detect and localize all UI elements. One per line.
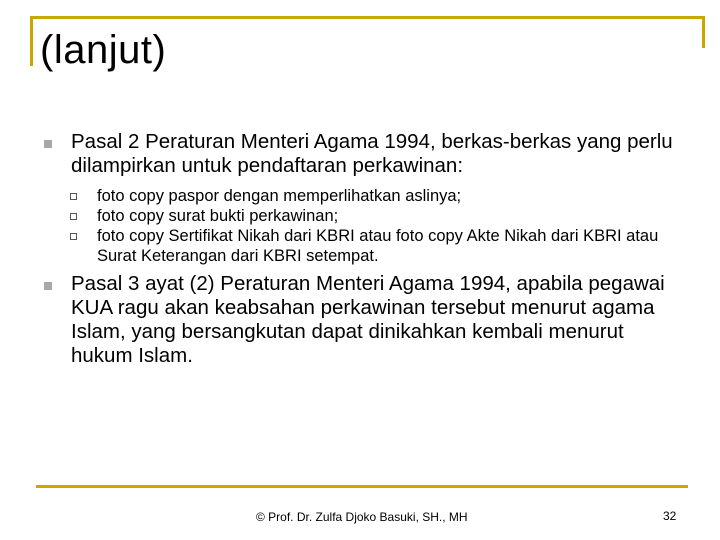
- sub-list: [44, 186, 684, 266]
- sub-item-surat-bukti: [44, 206, 684, 226]
- hollow-square-bullet-icon: [70, 213, 77, 220]
- slide-title: (lanjut): [40, 28, 167, 72]
- hollow-square-bullet-icon: [70, 193, 77, 200]
- page-number: 32: [663, 509, 677, 523]
- sub-item-sertifikat: [44, 226, 684, 266]
- frame-top-rule: [30, 16, 705, 19]
- slide-content: [44, 130, 684, 368]
- sub-item-text: foto copy Sertifikat Nikah dari KBRI atau foto copy Akte Nikah dari KBRI atau Surat Keterangan dari KBRI setempat.: [97, 227, 659, 265]
- sub-item-text: foto copy surat bukti perkawinan;: [97, 207, 339, 225]
- frame-right-rule: [702, 16, 705, 48]
- bullet-text: Pasal 3 ayat (2) Peraturan Menteri Agama 1994, apabila pegawai KUA ragu akan keabsahan perkawinan tersebut menurut agama Islam, yang bersangkutan dapat dinikahkan kembali menurut hukum Islam.: [71, 272, 665, 367]
- sub-item-paspor: [44, 186, 684, 206]
- frame-left-rule: [30, 16, 33, 66]
- square-bullet-icon: [44, 282, 52, 290]
- footer-rule: [36, 485, 688, 488]
- footer-copyright: © Prof. Dr. Zulfa Djoko Basuki, SH., MH: [256, 510, 468, 524]
- square-bullet-icon: [44, 140, 52, 148]
- bullet-item-pasal-2: [44, 130, 684, 178]
- sub-item-text: foto copy paspor dengan memperlihatkan aslinya;: [97, 187, 462, 205]
- bullet-item-pasal-3: [44, 272, 684, 368]
- bullet-text: Pasal 2 Peraturan Menteri Agama 1994, berkas-berkas yang perlu dilampirkan untuk pendaftaran perkawinan:: [71, 130, 673, 177]
- hollow-square-bullet-icon: [70, 233, 77, 240]
